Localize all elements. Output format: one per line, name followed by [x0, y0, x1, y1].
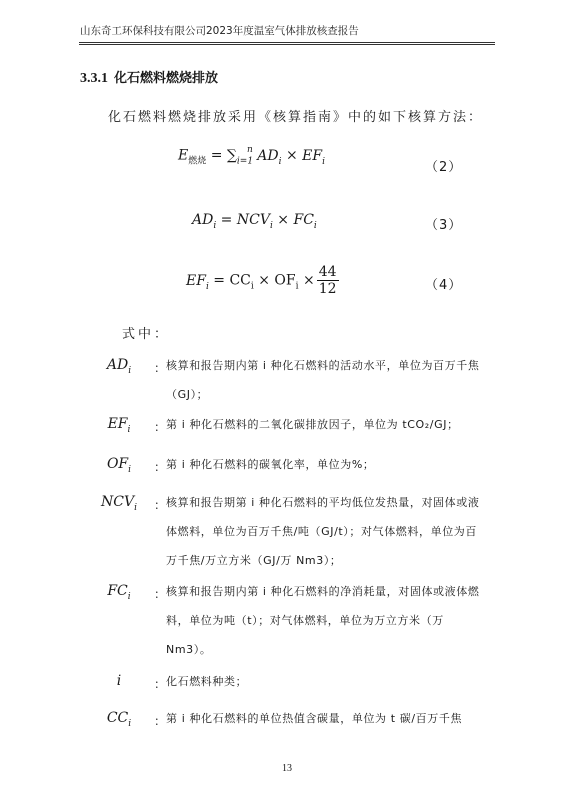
where-label: 式中：: [122, 327, 171, 342]
definition-ef: 第 i 种化石燃料的二氧化碳排放因子，单位为 tCO₂/GJ；: [166, 418, 459, 431]
definition-of: 第 i 种化石燃料的碳氧化率，单位为%；: [166, 458, 375, 471]
section-title: 化石燃料燃烧排放: [114, 71, 219, 86]
symbol-cc: $CC_i$: [106, 710, 132, 729]
definition-colon: ：: [154, 498, 167, 512]
equation-activity-data: $AD_i = NCV_i \times FC_i$: [192, 212, 317, 231]
definition-colon: ：: [154, 677, 167, 691]
equation-emissions: $E_{燃烧} = \sum_{i=1}^n$ $AD_i \times EF_i$: [178, 145, 325, 167]
definition-i: 化石燃料种类；: [166, 675, 248, 688]
page-number: 13: [282, 763, 292, 774]
definition-colon: ：: [154, 714, 167, 728]
equation-number-4: （4）: [425, 278, 463, 293]
definition-colon: ：: [154, 460, 167, 474]
equation-emission-factor: $EF_i = CC_i \times OF_i$ × $\frac{44}{12}$: [186, 264, 337, 297]
definition-colon: ：: [154, 587, 167, 601]
section-number: 3.3.1: [80, 71, 108, 86]
section-heading: [80, 67, 218, 87]
header-rule-bottom: [79, 44, 495, 45]
equation-number-3: （3）: [425, 218, 463, 233]
definition-colon: ：: [154, 420, 167, 434]
intro-paragraph: 化石燃料燃烧排放采用《核算指南》中的如下核算方法：: [108, 110, 484, 125]
header-rule-top: [79, 42, 495, 43]
page-header: 山东奇工环保科技有限公司2023年度温室气体排放核查报告: [80, 25, 359, 37]
equation-number-2: （2）: [425, 160, 463, 175]
definition-ad: 核算和报告期内第 i 种化石燃料的活动水平，单位为百万千焦（GJ）；: [166, 359, 480, 401]
symbol-of: $OF_i$: [106, 456, 132, 475]
symbol-fc: $FC_i$: [107, 583, 131, 602]
definition-cc: 第 i 种化石燃料的单位热值含碳量，单位为 t 碳/百万千焦: [166, 712, 463, 725]
definition-fc: 核算和报告期内第 i 种化石燃料的净消耗量，对固体或液体燃料，单位为吨（t）；对气体燃料，单位为万立方米（万 Nm3）。: [166, 585, 480, 656]
definition-colon: ：: [154, 361, 167, 375]
symbol-ef: $EF_i$: [107, 416, 131, 435]
definition-ncv: 核算和报告期第 i 种化石燃料的平均低位发热量，对固体或液体燃料，单位为百万千焦/吨（GJ/t）；对气体燃料，单位为百万千焦/万立方米（GJ/万 Nm3）；: [166, 496, 480, 567]
fraction-denominator: 12: [318, 281, 337, 297]
symbol-ncv: $NCV_i$: [101, 494, 137, 513]
symbol-ad: $AD_i$: [106, 357, 132, 376]
symbol-i: i: [116, 673, 122, 689]
fraction-numerator: 44: [318, 264, 337, 280]
fraction-44-12: [317, 264, 339, 297]
